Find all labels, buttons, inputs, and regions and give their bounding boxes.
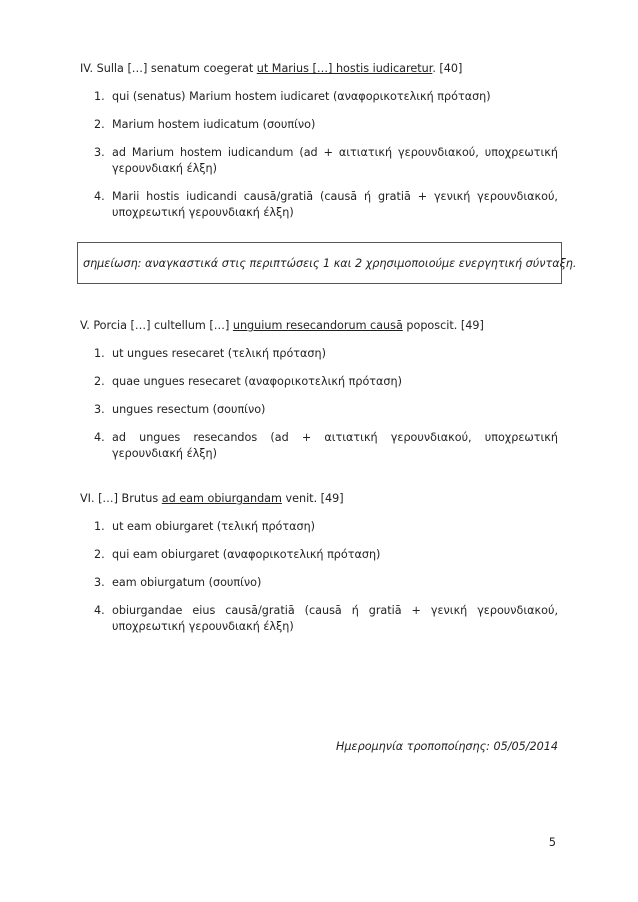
list-item-text: qui eam obiurgaret (αναφορικοτελική πρόταση) [112, 548, 381, 561]
modified-date: Ημερομηνία τροποποίησης: 05/05/2014 [336, 740, 558, 753]
list-item-text: ut ungues resecaret (τελική πρόταση) [112, 347, 326, 360]
list-item-number: 1. [94, 347, 105, 360]
list-item-number: 4. [94, 604, 105, 617]
section-vi [80, 491, 558, 635]
list-item-number: 3. [94, 146, 105, 159]
list-item [80, 603, 558, 635]
heading-underlined-text: unguium resecandorum causā [232, 319, 403, 332]
list-item-number: 4. [94, 431, 105, 444]
list-item [80, 374, 558, 390]
list-item [80, 346, 558, 362]
list-item-text: obiurgandae eius causā/gratiā (causā ή gratiā + γενική γερουνδιακού, υποχρεωτική γερουνδιακή έλξη) [112, 604, 558, 633]
section-vi-heading [80, 491, 558, 507]
list-item-number: 3. [94, 576, 105, 589]
section-v-heading [80, 318, 558, 334]
list-item-text: qui (senatus) Marium hostem iudicaret (αναφορικοτελική πρόταση) [112, 90, 491, 103]
list-item-text: Marium hostem iudicatum (σουπίνο) [112, 118, 316, 131]
list-item-text: ad Marium hostem iudicandum (ad + αιτιατική γερουνδιακού, υποχρεωτική γερουνδιακή έλξη) [112, 146, 558, 175]
section-v-list [80, 346, 558, 462]
section-iv-list [80, 89, 558, 221]
list-item-number: 2. [94, 375, 105, 388]
page-number: 5 [548, 836, 556, 849]
section-v [80, 318, 558, 462]
heading-underlined-text: ad eam obiurgandam [161, 492, 282, 505]
heading-text: VI. […] Brutus [80, 492, 162, 505]
list-item-number: 3. [94, 403, 105, 416]
list-item-number: 1. [94, 520, 105, 533]
heading-text: poposcit. [49] [402, 319, 484, 332]
heading-text: venit. [49] [281, 492, 344, 505]
section-iv-heading [80, 61, 558, 77]
list-item [80, 575, 558, 591]
list-item-number: 2. [94, 548, 105, 561]
list-item-number: 2. [94, 118, 105, 131]
list-item [80, 117, 558, 133]
list-item [80, 189, 558, 221]
list-item-text: ut eam obiurgaret (τελική πρόταση) [112, 520, 316, 533]
list-item-text: quae ungues resecaret (αναφορικοτελική πρόταση) [112, 375, 402, 388]
list-item [80, 430, 558, 462]
list-item-text: ungues resectum (σουπίνο) [112, 403, 266, 416]
list-item-text: ad ungues resecandos (ad + αιτιατική γερουνδιακού, υποχρεωτική γερουνδιακή έλξη) [112, 431, 558, 460]
heading-text: V. Porcia […] cultellum […] [80, 319, 233, 332]
section-iv [80, 61, 558, 221]
list-item [80, 519, 558, 535]
list-item-text: Marii hostis iudicandi causā/gratiā (causā ή gratiā + γενική γερουνδιακού, υποχρεωτική γερουνδιακή έλξη) [112, 190, 558, 219]
heading-underlined-text: ut Marius […] hostis iudicaretur [256, 62, 433, 75]
section-vi-list [80, 519, 558, 635]
note-box [77, 242, 577, 284]
list-item-text: eam obiurgatum (σουπίνο) [112, 576, 262, 589]
list-item [80, 547, 558, 563]
note-text: σημείωση: αναγκαστικά στις περιπτώσεις 1 και 2 χρησιμοποιούμε ενεργητική σύνταξη. [83, 257, 577, 270]
heading-text: . [40] [432, 62, 463, 75]
list-item-number: 4. [94, 190, 105, 203]
list-item [80, 402, 558, 418]
list-item [80, 145, 558, 177]
list-item-number: 1. [94, 90, 105, 103]
list-item [80, 89, 558, 105]
heading-text: IV. Sulla […] senatum coegerat [80, 62, 257, 75]
